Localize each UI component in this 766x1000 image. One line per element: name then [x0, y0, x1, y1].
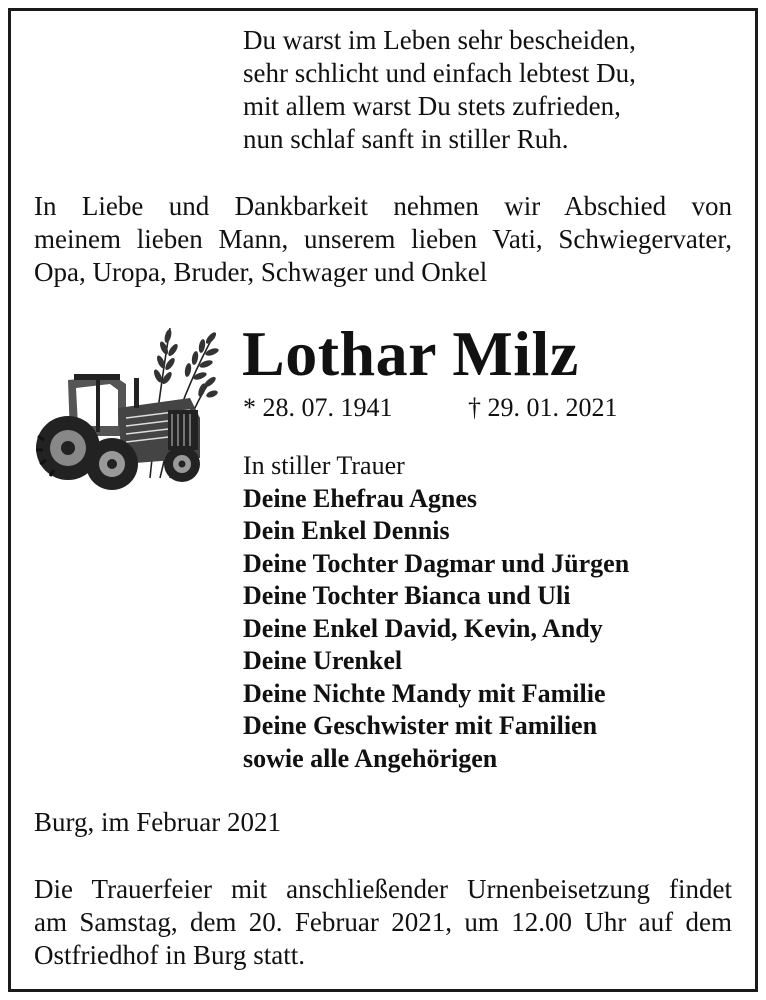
mourner-entry: Deine Nichte Mandy mit Familie [243, 678, 606, 708]
tractor-with-wheat-icon [30, 318, 222, 498]
memorial-poem [243, 24, 636, 156]
poem-line: sehr schlicht und einfach lebtest Du, [243, 58, 636, 88]
mourner-entry: sowie alle Angehörigen [243, 743, 498, 773]
mourner-entry: Deine Geschwister mit Familien [243, 711, 598, 740]
deceased-name: Lothar Milz [242, 318, 579, 389]
mourner-entry: Deine Urenkel [243, 646, 403, 675]
funeral-line: am Samstag, dem 20. Februar 2021, um 12.00 Uhr auf dem [34, 907, 732, 937]
funeral-line: Ostfriedhof in Burg statt. [34, 940, 305, 970]
birth-date: * 28. 07. 1941 [243, 393, 393, 422]
mourner-entry: Deine Tochter Bianca und Uli [243, 581, 571, 610]
mourners-heading: In stiller Trauer [243, 451, 405, 480]
farewell-intro [34, 190, 732, 289]
intro-line: In Liebe und Dankbarkeit nehmen wir Abschied von [34, 191, 732, 221]
poem-line: mit allem warst Du stets zufrieden, [243, 91, 621, 121]
tractor-body [36, 374, 200, 490]
intro-line: Opa, Uropa, Bruder, Schwager und Onkel [34, 257, 488, 287]
mourner-entry: Deine Ehefrau Agnes [243, 483, 477, 513]
mourner-entry: Deine Tochter Dagmar und Jürgen [243, 548, 630, 578]
mourner-entry: Deine Enkel David, Kevin, Andy [243, 613, 603, 643]
poem-line: nun schlaf sanft in stiller Ruh. [243, 124, 569, 154]
place-and-date: Burg, im Februar 2021 [34, 807, 281, 837]
funeral-line: Die Trauerfeier mit anschließender Urnenbeisetzung findet [34, 874, 732, 904]
mourners-list [243, 450, 629, 775]
funeral-notice [34, 873, 732, 972]
intro-line: meinem lieben Mann, unserem lieben Vati, Schwiegervater, [34, 224, 732, 254]
death-date: † 29. 01. 2021 [468, 393, 618, 422]
poem-line: Du warst im Leben sehr bescheiden, [243, 25, 636, 55]
mourner-entry: Dein Enkel Dennis [243, 516, 450, 545]
life-dates [243, 392, 618, 424]
